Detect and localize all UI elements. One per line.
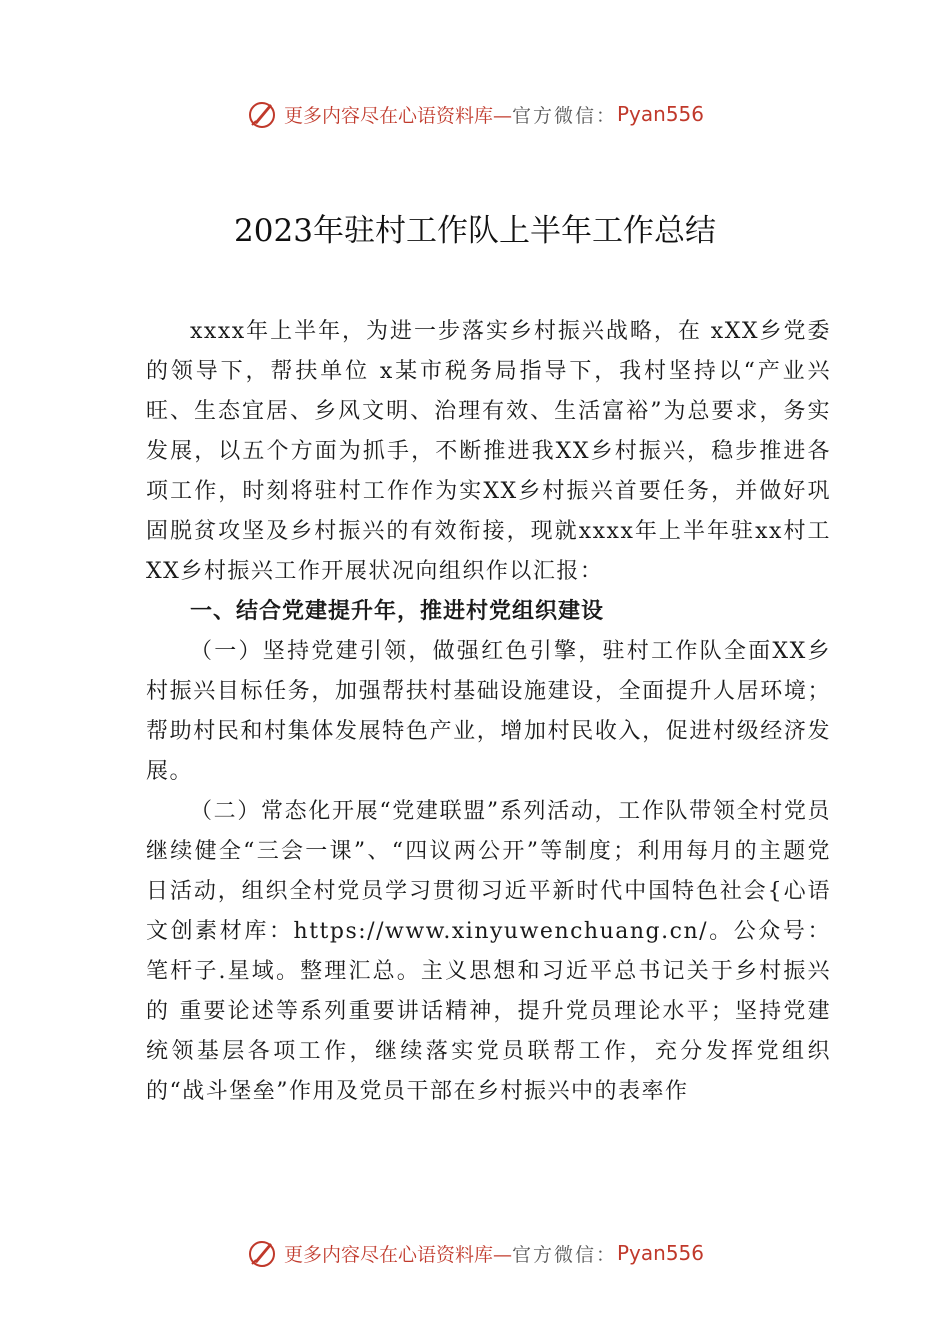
- banner-wechat-label: 官方微信：: [511, 104, 617, 127]
- document-title: 2023年驻村工作队上半年工作总结: [234, 213, 716, 249]
- section-paragraph-2: （二）常态化开展“党建联盟”系列活动，工作队带领全村党员继续健全“三会一课”、“四议两公开”等制度；利用每月的主题党日活动，组织全村党员学习贯彻习近平新时代中国特色社会{心语文创素材库：https://www.xinyuwenchuang.cn/。公众号：笔杆子.星域。整理汇总。主义思想和习近平总书记关于乡村振兴的 重要论述等系列重要讲话精神，提升党员理论水平；坚持党建统领基层各项工作，继续落实党员联帮工作，充分发挥党组织的“战斗堡垒”作用及党员干部在乡村振兴中的表率作: [146, 799, 831, 1104]
- footer-banner: [0, 1233, 950, 1273]
- banner-wechat-id: Pyan556: [617, 102, 705, 126]
- banner-main-text: 更多内容尽在心语资料库—: [283, 104, 512, 127]
- banner-main-text: 更多内容尽在心语资料库—: [283, 1243, 512, 1266]
- section-heading: 一、结合党建提升年，推进村党组织建设: [190, 599, 605, 624]
- section-paragraph-1: （一）坚持党建引领，做强红色引擎，驻村工作队全面XX乡村振兴目标任务，加强帮扶村基础设施建设，全面提升人居环境；帮助村民和村集体发展特色产业，增加村民收入，促进村级经济发展。: [146, 639, 831, 784]
- intro-paragraph: xxxx年上半年，为进一步落实乡村振兴战略，在 xXX乡党委的领导下，帮扶单位 x某市税务局指导下，我村坚持以“产业兴旺、生态宜居、乡风文明、治理有效、生活富裕”为总要求，务实发展，以五个方面为抓手，不断推进我XX乡村振兴，稳步推进各项工作，时刻将驻村工作作为实XX乡村振兴首要任务，并做好巩固脱贫攻坚及乡村振兴的有效衔接，现就xxxx年上半年驻xx村工XX乡村振兴工作开展状况向组织作以汇报：: [146, 319, 831, 584]
- quill-logo-icon: [246, 1237, 278, 1269]
- banner-wechat-label: 官方微信：: [511, 1243, 617, 1266]
- document-body: [146, 312, 831, 1112]
- banner-wechat-id: Pyan556: [617, 1241, 705, 1265]
- quill-logo-icon: [246, 98, 278, 130]
- header-banner: [0, 94, 950, 134]
